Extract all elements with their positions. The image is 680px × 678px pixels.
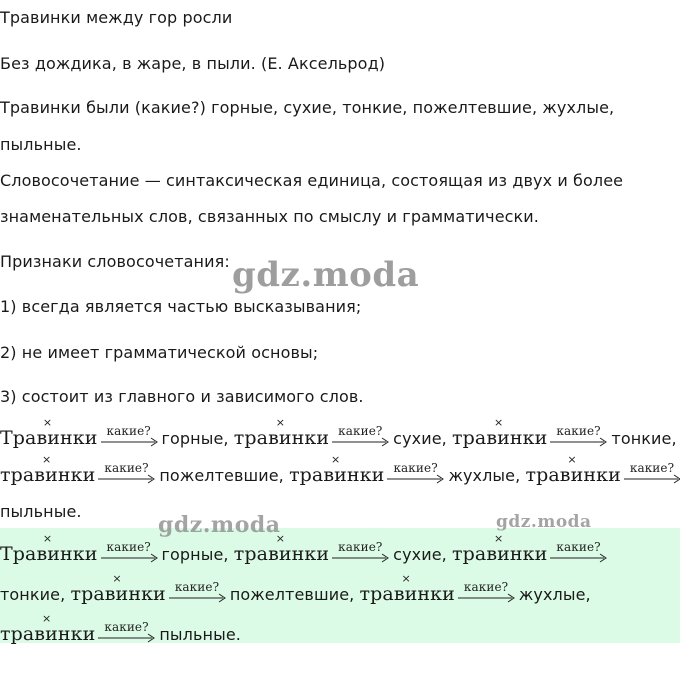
cross-mark-icon: × (42, 532, 53, 545)
main-word: × травинки (234, 544, 329, 564)
definition-line-1: Словосочетание — синтаксическая единица, состоящая из двух и более (0, 171, 624, 190)
right-arrow-icon: какие? (101, 429, 159, 449)
cross-mark-icon: × (112, 572, 122, 585)
right-arrow-icon: какие? (98, 466, 156, 486)
dependent-word: пожелтевшие, (229, 585, 355, 604)
poem-line-2: Без дождика, в жаре, в пыли. (Е. Аксельрод) (0, 54, 386, 73)
dependent-word: тонкие, (611, 429, 677, 448)
scheme-1-row-1 (0, 416, 677, 449)
main-word: × травинки (289, 465, 384, 485)
right-arrow-icon: какие? (332, 545, 390, 565)
cross-mark-icon: × (493, 532, 504, 545)
cross-mark-icon: × (42, 416, 53, 429)
definition-line-2: знаменательных слов, связанных по смыслу и грамматически. (0, 207, 539, 226)
dependent-word: жухлые, (518, 585, 591, 604)
right-arrow-icon: какие? (101, 545, 159, 565)
watermark-logo: gdz.moda (232, 255, 420, 295)
cross-mark-icon: × (493, 416, 504, 429)
dependent-word: жухлые, (448, 466, 521, 485)
cross-mark-icon: × (275, 532, 286, 545)
answer-line-1: Травинки были (какие?) горные, сухие, тонкие, пожелтевшие, жухлые, (0, 98, 615, 117)
main-word: × травинки (452, 428, 547, 448)
dependent-word: пыльные. (159, 625, 241, 644)
right-arrow-icon: какие? (98, 625, 156, 645)
main-word: × травинки (0, 624, 95, 644)
dependent-word: тонкие, (0, 585, 66, 604)
dependent-word: сухие, (393, 429, 447, 448)
right-arrow-icon: какие? (624, 466, 680, 486)
feature-2: 2) не имеет грамматической основы; (0, 343, 319, 362)
dependent-word: горные, (161, 429, 229, 448)
cross-mark-icon: × (401, 572, 411, 585)
scheme-1-row-2 (0, 453, 680, 486)
right-arrow-icon: какие? (332, 429, 390, 449)
main-word: × Травинки (0, 544, 98, 564)
answer-line-2: пыльные. (0, 135, 82, 154)
main-word: × Травинки (0, 428, 98, 448)
right-arrow-icon: какие? (550, 429, 608, 449)
cross-mark-icon: × (331, 453, 341, 466)
dependent-word: пыльные. (0, 502, 82, 521)
feature-3: 3) состоит из главного и зависимого слов. (0, 387, 364, 406)
main-word: × травинки (0, 465, 95, 485)
dependent-word: сухие, (393, 545, 447, 564)
scheme-2-row-2 (0, 572, 591, 605)
scheme-2-row-1 (0, 532, 611, 565)
cross-mark-icon: × (41, 453, 52, 466)
main-word: × травинки (234, 428, 329, 448)
right-arrow-icon: какие? (550, 545, 608, 565)
main-word: × травинки (360, 584, 455, 604)
watermark-logo: gdz.moda (158, 512, 281, 538)
main-word: × травинки (70, 584, 165, 604)
features-heading: Признаки словосочетания: (0, 252, 230, 271)
watermark-logo: gdz.moda (496, 512, 592, 532)
cross-mark-icon: × (41, 612, 52, 625)
dependent-word: пожелтевшие, (159, 466, 284, 485)
right-arrow-icon: какие? (169, 585, 227, 605)
scheme-1-row-3 (0, 502, 82, 522)
feature-1: 1) всегда является частью высказывания; (0, 297, 362, 316)
poem-line-1: Травинки между гор росли (0, 8, 233, 27)
right-arrow-icon: какие? (387, 466, 445, 486)
main-word: × травинки (452, 544, 547, 564)
scheme-2-row-3 (0, 612, 241, 645)
right-arrow-icon: какие? (458, 585, 516, 605)
cross-mark-icon: × (275, 416, 286, 429)
main-word: × травинки (525, 465, 620, 485)
dependent-word: горные, (161, 545, 229, 564)
cross-mark-icon: × (567, 453, 577, 466)
